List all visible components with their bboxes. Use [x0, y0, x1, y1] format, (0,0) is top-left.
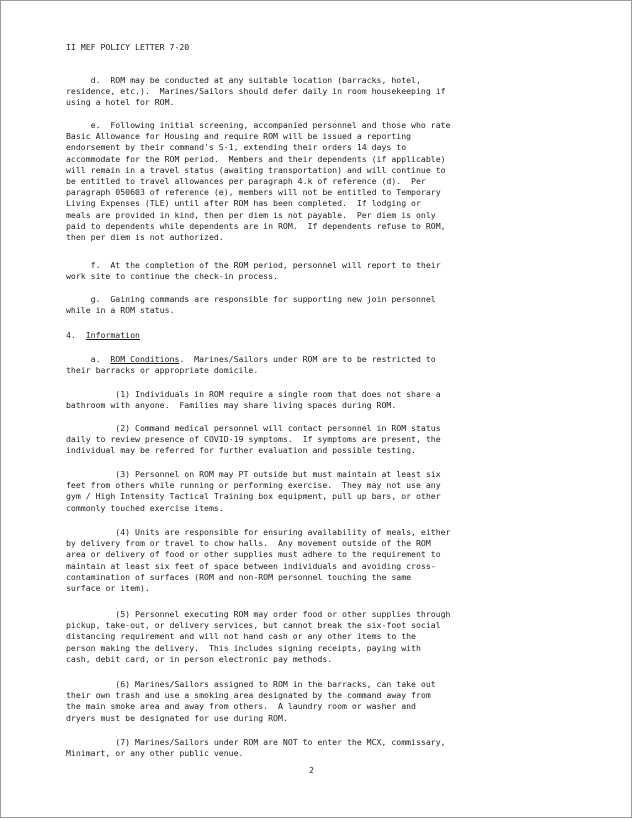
subparagraph-3: [66, 469, 566, 514]
paragraph-a-rest: . Marines/Sailors under ROM are to be restricted to: [179, 354, 436, 364]
text-line: person making the delivery. This includes signing receipts, paying with: [66, 642, 421, 653]
text-line: their own trash and use a smoking area designated by the command away from: [66, 690, 431, 701]
subparagraph-5: [66, 609, 566, 665]
text-line: paid to dependents while dependents are in ROM. If dependents refuse to ROM,: [66, 220, 446, 231]
paragraph-e: [66, 120, 566, 243]
text-line: distancing requirement and will not hand cash or any other items to the: [66, 631, 416, 642]
text-line: dryers must be designated for use during ROM.: [66, 712, 288, 723]
text-line: Minimart, or any other public venue.: [66, 748, 244, 759]
paragraph-a-line2: their barracks or appropriate domicile.: [66, 365, 259, 376]
subparagraph-6: [66, 679, 566, 724]
text-line: e. Following initial screening, accompanied personnel and those who rate: [66, 120, 451, 130]
section-title: Information: [85, 330, 140, 340]
section-number: 4.: [66, 330, 86, 340]
paragraph-g: [66, 294, 566, 316]
text-line: then per diem is not authorized.: [66, 232, 224, 243]
text-line: meals are provided in kind, then per diem is not payable. Per diem is only: [66, 209, 436, 220]
document-header: II MEF POLICY LETTER 7-20: [66, 42, 190, 52]
text-line: maintain at least six feet of space between individuals and avoiding cross-: [66, 560, 436, 571]
text-line: (1) Individuals in ROM require a single room that does not share a: [66, 389, 441, 399]
text-line: paragraph 050603 of reference (e), members will not be entitled to Temporary: [66, 187, 441, 198]
text-line: cash, debit card, or in person electronic pay methods.: [66, 653, 333, 664]
text-line: gym / High Intensity Tactical Training box equipment, pull up bars, or other: [66, 491, 441, 502]
text-line: surface or item).: [66, 583, 150, 594]
text-line: contamination of surfaces (ROM and non-ROM personnel touching the same: [66, 571, 412, 582]
text-line: daily to review presence of COVID-19 symptoms. If symptoms are present, the: [66, 434, 441, 445]
text-line: will remain in a travel status (awaiting transportation) and will continue to: [66, 164, 446, 175]
page-number: 2: [309, 765, 314, 775]
subparagraph-2: [66, 423, 566, 457]
text-line: commonly touched exercise items.: [66, 502, 224, 513]
text-line: pickup, take-out, or delivery services, but cannot break the six-foot social: [66, 620, 441, 631]
text-line: while in a ROM status.: [66, 305, 175, 316]
text-line: the main smoke area and away from others. A laundry room or washer and: [66, 701, 416, 712]
text-line: (2) Command medical personnel will contact personnel in ROM status: [66, 423, 441, 433]
text-line: Living Expenses (TLE) until after ROM has been completed. If lodging or: [66, 198, 421, 209]
text-line: feet from others while running or performing exercise. They may not use any: [66, 480, 441, 491]
paragraph-d: [66, 75, 566, 109]
text-line: individual may be referred for further evaluation and possible testing.: [66, 445, 416, 456]
text-line: by delivery from or travel to chow halls. Any movement outside of the ROM: [66, 538, 431, 549]
text-line: be entitled to travel allowances per paragraph 4.k of reference (d). Per: [66, 176, 426, 187]
text-line: bathroom with anyone. Families may share living spaces during ROM.: [66, 400, 397, 411]
text-line: g. Gaining commands are responsible for supporting new join personnel: [66, 294, 436, 304]
text-line: (7) Marines/Sailors under ROM are NOT to enter the MCX, commissary,: [66, 737, 446, 747]
text-line: d. ROM may be conducted at any suitable location (barracks, hotel,: [66, 75, 421, 85]
text-line: (5) Personnel executing ROM may order food or other supplies through: [66, 609, 451, 619]
paragraph-a-title: ROM Conditions: [110, 354, 180, 364]
paragraph-a-prefix: a.: [66, 354, 111, 364]
section-4-heading: [66, 330, 566, 341]
text-line: (6) Marines/Sailors assigned to ROM in the barracks, can take out: [66, 679, 436, 689]
subparagraph-7: [66, 737, 566, 759]
text-line: endorsement by their command's S-1, extending their orders 14 days to: [66, 142, 407, 153]
text-line: (3) Personnel on ROM may PT outside but must maintain at least six: [66, 469, 441, 479]
subparagraph-1: [66, 389, 566, 411]
text-line: work site to continue the check-in process.: [66, 271, 278, 282]
text-line: Basic Allowance for Housing and require ROM will be issued a reporting: [66, 131, 412, 142]
text-line: residence, etc.). Marines/Sailors should defer daily in room housekeeping if: [66, 86, 446, 97]
text-line: accommodate for the ROM period. Members and their dependents (if applicable): [66, 153, 446, 164]
paragraph-a: [66, 354, 566, 376]
text-line: area or delivery of food or other supplies must adhere to the requirement to: [66, 549, 441, 560]
paragraph-f: [66, 260, 566, 282]
text-line: using a hotel for ROM.: [66, 97, 175, 108]
subparagraph-4: [66, 527, 566, 594]
text-line: (4) Units are responsible for ensuring availability of meals, either: [66, 527, 451, 537]
text-line: f. At the completion of the ROM period, personnel will report to their: [66, 260, 441, 270]
